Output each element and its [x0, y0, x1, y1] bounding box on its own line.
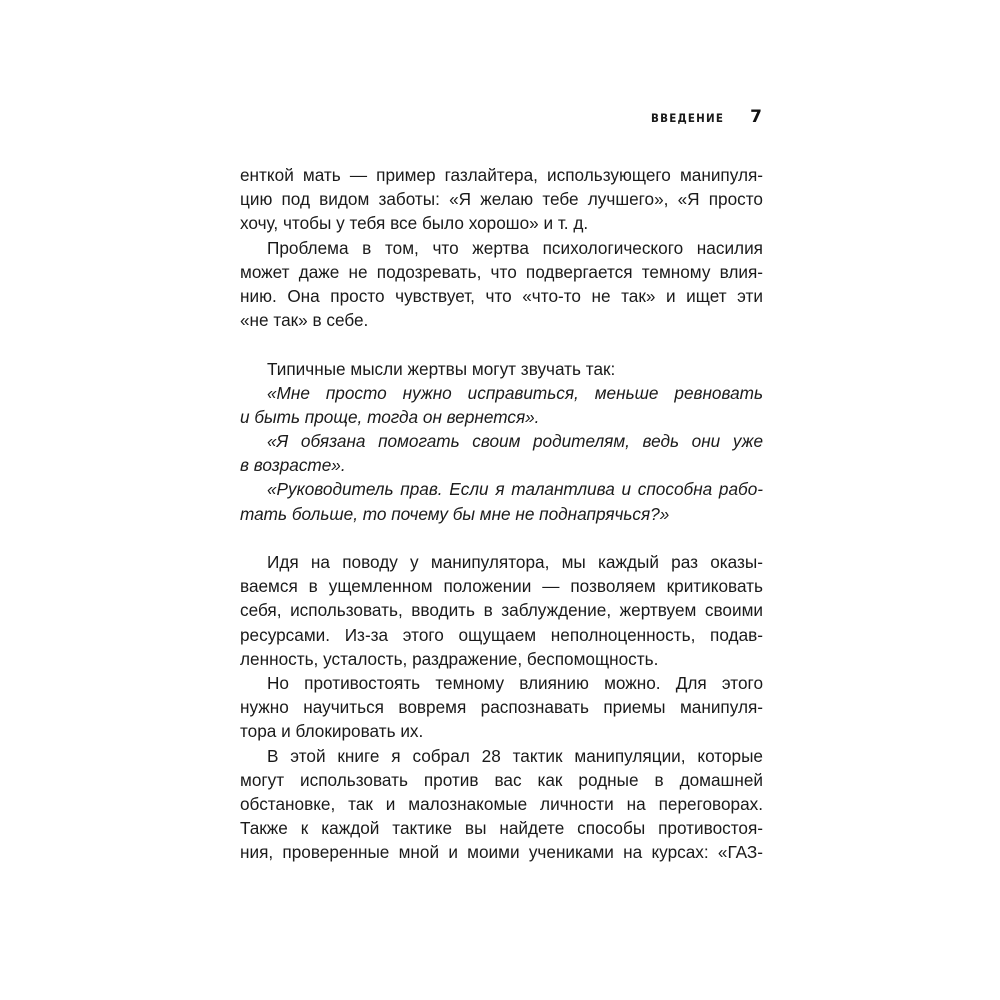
section-title: ВВЕДЕНИЕ: [651, 111, 725, 125]
text-line: «Мне просто нужно исправиться, меньше ревновать: [267, 382, 763, 403]
paragraph-gap: [240, 332, 763, 356]
text-line: и быть проще, тогда он вернется».: [240, 406, 540, 427]
text-line: тора и блокировать их.: [240, 721, 424, 742]
text-line: цию под видом заботы: «Я желаю тебе лучшего», «Я просто: [240, 189, 763, 210]
text-line: енткой мать — пример газлайтера, использующего манипуля-: [240, 165, 763, 185]
text-line: Идя на поводу у манипулятора, мы каждый раз оказы-: [267, 552, 763, 572]
running-head: [651, 107, 762, 127]
text-line: тать больше, то почему бы мне не поднапрячься?»: [240, 503, 670, 524]
text-line: может даже не подозревать, что подвергается темному влия-: [240, 261, 763, 282]
page-number: 7: [750, 107, 762, 127]
text-line: Проблема в том, что жертва психологического насилия: [267, 237, 763, 258]
text-line: себя, использовать, вводить в заблуждение, жертвуем своими: [240, 600, 763, 621]
paragraph-gap: [240, 526, 763, 550]
text-line: ресурсами. Из-за этого ощущаем неполноценность, подав-: [240, 624, 763, 645]
text-line: Типичные мысли жертвы могут звучать так:: [267, 358, 616, 379]
text-line: «не так» в себе.: [240, 310, 369, 331]
text-line: Также к каждой тактике вы найдете способы противостоя-: [240, 818, 763, 839]
text-line: Но противостоять темному влиянию можно. Для этого: [267, 672, 763, 693]
text-line: ваемся в ущемленном положении — позволяем критиковать: [240, 576, 763, 597]
text-line: нужно научиться вовремя распознавать приемы манипуля-: [240, 697, 763, 718]
text-line: ленность, усталость, раздражение, беспомощность.: [240, 648, 659, 669]
text-line: ния, проверенные мной и моими учениками на курсах: «ГАЗ-: [240, 842, 763, 863]
text-line: в возрасте».: [240, 455, 346, 476]
text-line: нию. Она просто чувствует, что «что-то не так» и ищет эти: [240, 285, 763, 306]
text-line: хочу, чтобы у тебя все было хорошо» и т. д.: [240, 213, 589, 234]
text-line: обстановке, так и малознакомые личности на переговорах.: [240, 793, 763, 814]
body-text: [240, 163, 763, 864]
text-line: В этой книге я собрал 28 тактик манипуляции, которые: [267, 745, 763, 766]
text-line: «Я обязана помогать своим родителям, ведь они уже: [267, 431, 763, 452]
text-line: «Руководитель прав. Если я талантлива и способна рабо-: [267, 479, 763, 500]
text-line: могут использовать против вас как родные в домашней: [240, 769, 763, 790]
